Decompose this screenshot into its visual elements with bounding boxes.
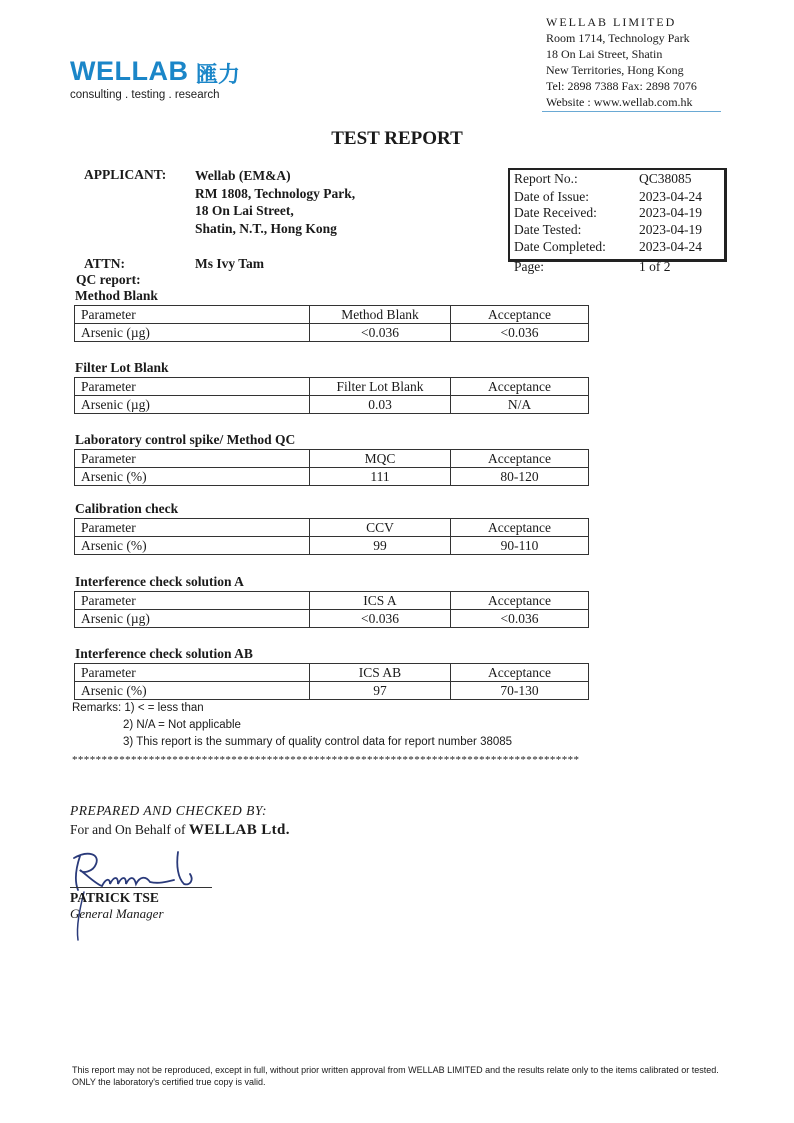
footer-disclaimer: This report may not be reproduced, except in full, without prior written approval from WELLAB LIMITED and the results relate only to the items calibrated or tested. ONLY the laboratory's certified true copy is valid. [72, 1065, 719, 1087]
header-cell: Parameter [75, 592, 310, 610]
date-tested-value: 2023-04-19 [639, 222, 702, 237]
ics-ab-table [74, 663, 589, 700]
header-cell: Acceptance [451, 664, 589, 682]
value-cell: <0.036 [310, 610, 451, 628]
section-title-filter-lot-blank: Filter Lot Blank [75, 360, 169, 375]
acceptance-cell: <0.036 [451, 610, 589, 628]
section-title-lab-control-spike: Laboratory control spike/ Method QC [75, 432, 296, 447]
company-address-line: Room 1714, Technology Park [546, 31, 690, 45]
date-of-issue-label: Date of Issue: [514, 189, 589, 204]
behalf-line [70, 822, 290, 839]
applicant-address-line: RM 1808, Technology Park, [195, 185, 356, 201]
qc-report-label: QC report: [76, 272, 141, 287]
table-row [75, 610, 589, 628]
filter-lot-blank-table [74, 377, 589, 414]
signatory-name: PATRICK TSE [70, 890, 159, 905]
section-title-ics-ab: Interference check solution AB [75, 646, 253, 661]
header-cell: Acceptance [451, 378, 589, 396]
logo-chinese-mark: 匯力 [196, 63, 241, 88]
table-header-row [75, 450, 589, 468]
applicant-address-line: Shatin, N.T., Hong Kong [195, 220, 337, 236]
parameter-cell: Arsenic (%) [75, 537, 310, 555]
header-cell: CCV [310, 519, 451, 537]
header-cell: Parameter [75, 519, 310, 537]
header-cell: Acceptance [451, 519, 589, 537]
value-cell: 111 [310, 468, 451, 486]
remark-item: 2) N/A = Not applicable [123, 719, 241, 731]
remark-item: 1) < = less than [124, 702, 204, 714]
section-title-method-blank: Method Blank [75, 288, 158, 303]
page-value: 1 of 2 [639, 259, 671, 274]
signatory-title: General Manager [70, 906, 164, 921]
header-cell: ICS AB [310, 664, 451, 682]
report-number-value: QC38085 [639, 171, 692, 186]
table-row [75, 682, 589, 700]
attn-value: Ms Ivy Tam [195, 256, 265, 271]
document-title: TEST REPORT [331, 128, 463, 149]
company-website: Website : www.wellab.com.hk [546, 95, 693, 109]
value-cell: 99 [310, 537, 451, 555]
parameter-cell: Arsenic (%) [75, 468, 310, 486]
table-row [75, 324, 589, 342]
table-header-row [75, 664, 589, 682]
date-received-value: 2023-04-19 [639, 205, 702, 220]
applicant-address [195, 167, 355, 237]
table-header-row [75, 378, 589, 396]
table-header-row [75, 306, 589, 324]
applicant-label: APPLICANT: [84, 167, 167, 182]
table-header-row [75, 592, 589, 610]
section-title-ics-a: Interference check solution A [75, 574, 244, 589]
logo-wordmark: WELLAB [70, 56, 189, 86]
parameter-cell: Arsenic (µg) [75, 610, 310, 628]
company-name: WELLAB LIMITED [546, 15, 677, 29]
method-blank-table [74, 305, 589, 342]
signature-line [70, 887, 212, 888]
acceptance-cell: N/A [451, 396, 589, 414]
date-completed-value: 2023-04-24 [639, 239, 702, 254]
date-completed-label: Date Completed: [514, 239, 606, 254]
header-cell: Filter Lot Blank [310, 378, 451, 396]
logo-tagline: consulting . testing . research [70, 89, 220, 101]
header-cell: MQC [310, 450, 451, 468]
header-cell: Acceptance [451, 592, 589, 610]
calibration-check-table [74, 518, 589, 555]
remarks-block [72, 700, 512, 751]
table-row [75, 537, 589, 555]
acceptance-cell: 70-130 [451, 682, 589, 700]
remarks-label: Remarks: [72, 702, 122, 714]
report-number-label: Report No.: [514, 171, 578, 186]
applicant-address-line: 18 On Lai Street, [195, 203, 294, 218]
header-cell: Parameter [75, 664, 310, 682]
acceptance-cell: <0.036 [451, 324, 589, 342]
applicant-name: Wellab (EM&A) [195, 168, 291, 183]
section-title-calibration-check: Calibration check [75, 501, 179, 516]
value-cell: <0.036 [310, 324, 451, 342]
header-cell: Parameter [75, 306, 310, 324]
remark-item: 3) This report is the summary of quality control data for report number 38085 [123, 736, 513, 748]
parameter-cell: Arsenic (µg) [75, 324, 310, 342]
attn-label: ATTN: [84, 256, 126, 271]
page-label: Page: [514, 259, 544, 274]
header-cell: Acceptance [451, 450, 589, 468]
acceptance-cell: 90-110 [451, 537, 589, 555]
company-address-line: New Territories, Hong Kong [546, 63, 684, 77]
parameter-cell: Arsenic (%) [75, 682, 310, 700]
company-address-line: 18 On Lai Street, Shatin [546, 47, 663, 61]
value-cell: 97 [310, 682, 451, 700]
company-phone-fax: Tel: 2898 7388 Fax: 2898 7076 [546, 79, 697, 93]
lab-control-spike-table [74, 449, 589, 486]
date-of-issue-value: 2023-04-24 [639, 189, 702, 204]
acceptance-cell: 80-120 [451, 468, 589, 486]
ics-a-table [74, 591, 589, 628]
date-received-label: Date Received: [514, 205, 597, 220]
company-address-block [546, 14, 697, 110]
header-cell: ICS A [310, 592, 451, 610]
table-row [75, 396, 589, 414]
separator-line: ************************************************************************************** [72, 754, 580, 766]
table-row [75, 468, 589, 486]
value-cell: 0.03 [310, 396, 451, 414]
header-cell: Method Blank [310, 306, 451, 324]
header-cell: Parameter [75, 450, 310, 468]
parameter-cell: Arsenic (µg) [75, 396, 310, 414]
header-cell: Parameter [75, 378, 310, 396]
date-tested-label: Date Tested: [514, 222, 582, 237]
prepared-by-heading: PREPARED AND CHECKED BY: [70, 803, 267, 818]
behalf-company: WELLAB Ltd. [188, 822, 290, 838]
remark-line [72, 700, 512, 717]
header-cell: Acceptance [451, 306, 589, 324]
behalf-prefix: For and On Behalf of [70, 822, 189, 837]
header-divider [542, 111, 721, 112]
table-header-row [75, 519, 589, 537]
